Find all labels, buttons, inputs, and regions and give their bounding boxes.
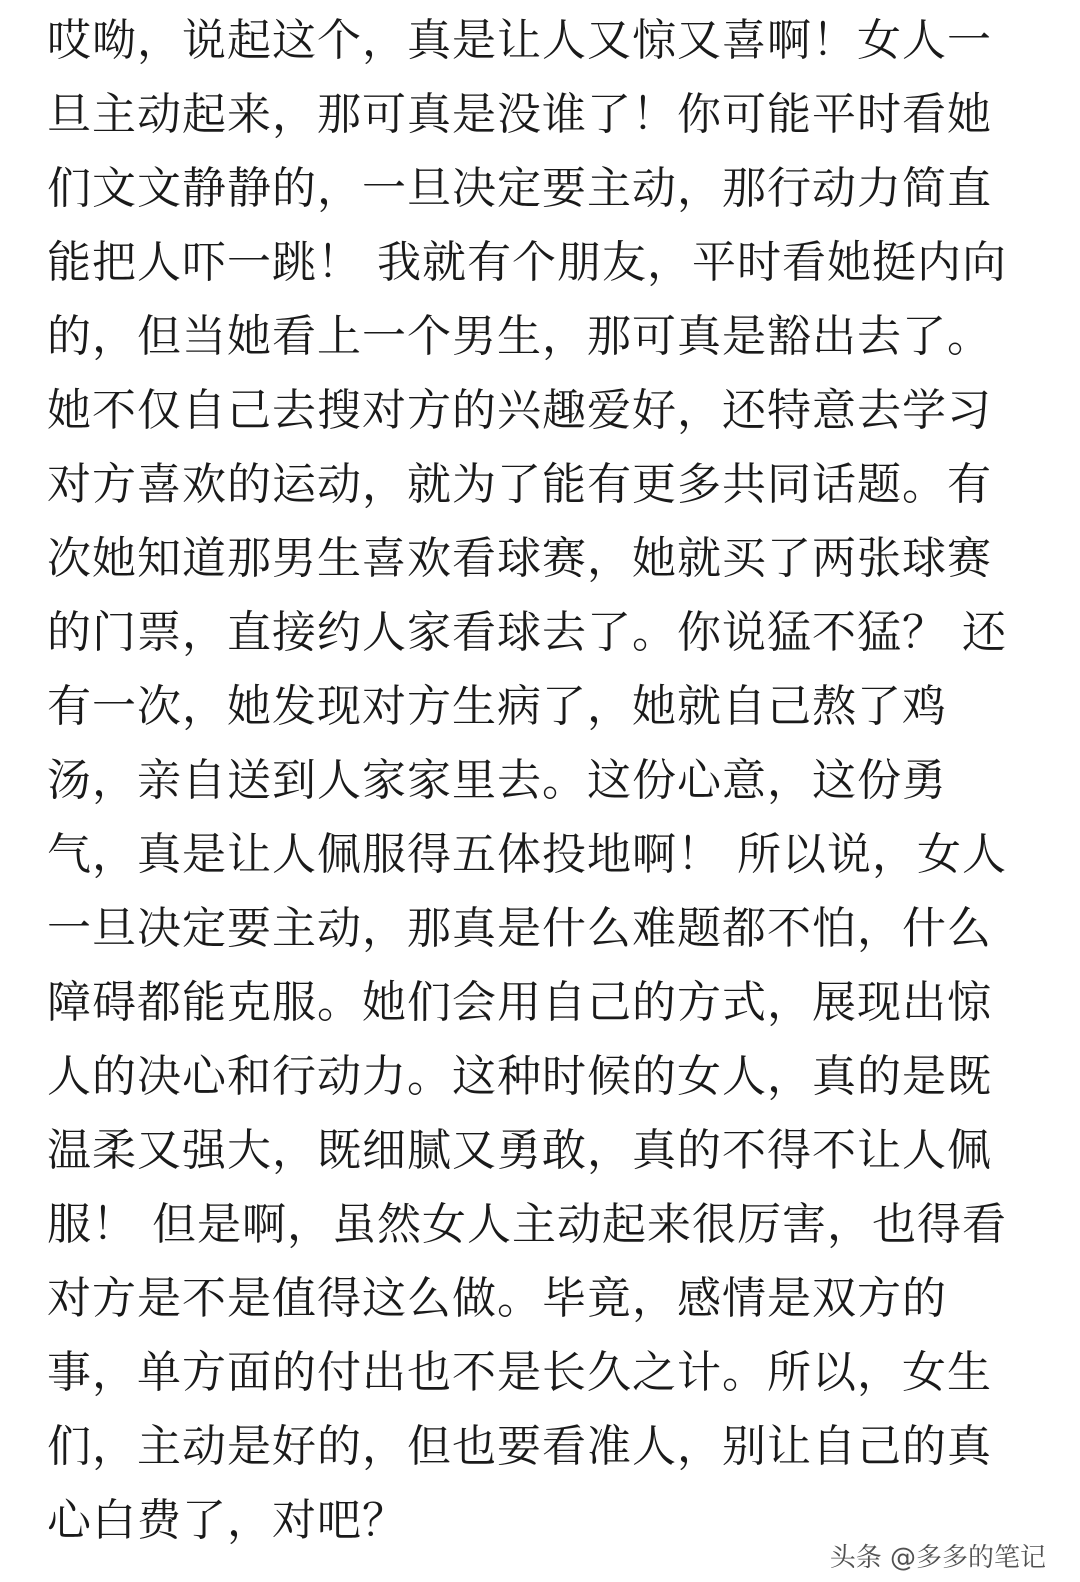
text-line: 一旦决定要主动，那真是什么难题都不怕，什么 [47, 903, 992, 954]
text-line: 服！ 但是啊，虽然女人主动起来很厉害，也得看 [47, 1199, 1007, 1250]
text-line: 汤，亲自送到人家家里去。这份心意，这份勇 [47, 755, 947, 806]
text-line: 次她知道那男生喜欢看球赛，她就买了两张球赛 [47, 533, 992, 584]
text-line: 的门票，直接约人家看球去了。你说猛不猛？ 还 [47, 607, 1007, 658]
text-line: 们，主动是好的，但也要看准人，别让自己的真 [47, 1421, 992, 1472]
text-line: 们文文静静的，一旦决定要主动，那行动力简直 [47, 163, 992, 214]
text-line: 旦主动起来，那可真是没谁了！你可能平时看她 [47, 89, 992, 140]
text-line: 她不仅自己去搜对方的兴趣爱好，还特意去学习 [47, 385, 992, 436]
text-line: 心白费了，对吧？ [47, 1495, 407, 1546]
text-line: 障碍都能克服。她们会用自己的方式，展现出惊 [47, 977, 992, 1028]
text-line: 对方喜欢的运动，就为了能有更多共同话题。有 [47, 459, 992, 510]
text-line: 气，真是让人佩服得五体投地啊！ 所以说，女人 [47, 829, 1007, 880]
text-line: 人的决心和行动力。这种时候的女人，真的是既 [47, 1051, 992, 1102]
text-line: 温柔又强大，既细腻又勇敢，真的不得不让人佩 [47, 1125, 992, 1176]
text-line: 有一次，她发现对方生病了，她就自己熬了鸡 [47, 681, 947, 732]
text-line: 事，单方面的付出也不是长久之计。所以，女生 [47, 1347, 992, 1398]
article-text [47, 4, 1047, 1558]
watermark: 头条 @多多的笔记 [829, 1543, 1046, 1573]
text-line: 对方是不是值得这么做。毕竟，感情是双方的 [47, 1273, 947, 1324]
text-line: 哎呦，说起这个，真是让人又惊又喜啊！女人一 [47, 15, 992, 66]
text-line: 的，但当她看上一个男生，那可真是豁出去了。 [47, 311, 992, 362]
text-line: 能把人吓一跳！ 我就有个朋友，平时看她挺内向 [47, 237, 1007, 288]
